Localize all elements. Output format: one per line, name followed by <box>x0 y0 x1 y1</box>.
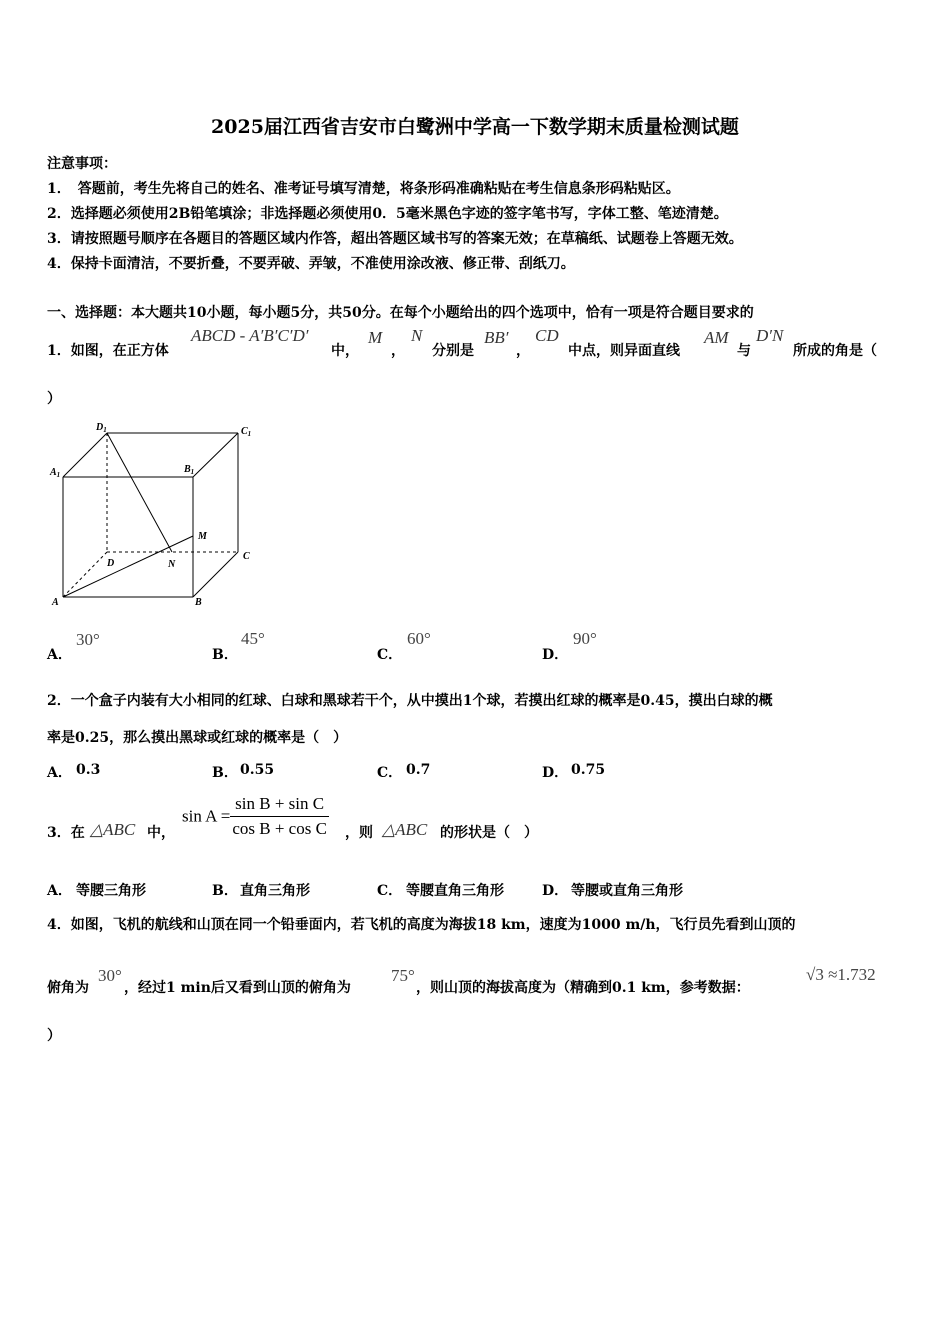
q2-option-c-letter: C． <box>377 765 403 781</box>
q3-option-d-value: 等腰或直角三角形 <box>571 883 683 899</box>
q2-option-a-value: 0.3 <box>76 762 101 778</box>
q2-option-c-value: 0.7 <box>406 762 431 778</box>
label-d1: $D_1$ <box>96 422 107 434</box>
q1-math-DN: D′N <box>756 326 784 345</box>
page-title: 2025届江西省吉安市白鹭洲中学高一下数学期末质量检测试题 <box>211 116 739 138</box>
q3-fraction-numerator: sin B + sin C <box>230 794 329 817</box>
segment-d1-n <box>107 433 172 552</box>
q1-option-c-letter: C． <box>377 647 403 663</box>
q4-text-2: ，经过1 min后又看到山顶的俯角为 <box>124 980 351 996</box>
q3-equation <box>182 794 329 839</box>
q2-line-1: 2．一个盒子内装有大小相同的红球、白球和黑球若干个，从中摸出1个球，若摸出红球的概率是0.45，摸出白球的概 <box>47 693 773 709</box>
q3-option-b-value: 直角三角形 <box>240 883 310 899</box>
q1-math-cube: ABCD - A′B′C′D′ <box>191 326 309 345</box>
q3-text-1: 3．在 <box>47 825 85 841</box>
q2-line-2: 率是0.25，那么摸出黑球或红球的概率是（ ） <box>47 730 348 746</box>
label-a: A <box>52 597 59 608</box>
q1-text-4: ， <box>516 343 530 359</box>
notice-item-2: 2．选择题必须使用2B铅笔填涂；非选择题必须使用0．5毫米黑色字迹的签字笔书写，字体工整、笔迹清楚。 <box>47 206 728 222</box>
q1-math-CD: CD <box>535 326 559 345</box>
label-m: M <box>198 531 207 542</box>
q1-option-b-letter: B． <box>212 647 238 663</box>
q1-text-7: 所成的角是（ <box>793 343 877 359</box>
q1-option-a-letter: A． <box>47 647 72 663</box>
q3-fraction <box>230 794 329 839</box>
q1-option-a-value: 30° <box>76 630 100 649</box>
edge-b1-c1 <box>193 433 238 477</box>
q3-text-3: ，则 <box>345 825 373 841</box>
notice-item-4: 4．保持卡面清洁，不要折叠，不要弄破、弄皱，不准使用涂改液、修正带、刮纸刀。 <box>47 256 575 272</box>
q3-text-4: 的形状是（ ） <box>440 825 538 841</box>
label-d: D <box>107 558 115 569</box>
q1-math-BB: BB′ <box>484 328 509 347</box>
q4-close-paren: ） <box>47 1028 61 1044</box>
q2-option-a-letter: A． <box>47 765 72 781</box>
q1-text-1: 1．如图，在正方体 <box>47 343 169 359</box>
q4-math-30: 30° <box>98 966 122 985</box>
q1-text-3: 分别是 <box>432 343 474 359</box>
q4-text-1: 俯角为 <box>47 980 89 996</box>
q1-comma: ， <box>391 343 405 359</box>
q3-math-triangle: △ABC <box>90 820 136 839</box>
notice-item-3: 3．请按照题号顺序在各题目的答题区域内作答，超出答题区域书写的答案无效；在草稿纸、试题卷上答题无效。 <box>47 231 743 247</box>
edge-a1-d1 <box>63 433 107 477</box>
q3-option-b-letter: B． <box>212 883 238 899</box>
q1-cube-figure <box>40 415 270 615</box>
q2-option-d-value: 0.75 <box>571 762 606 778</box>
q1-option-d-letter: D． <box>542 647 569 663</box>
label-c: C <box>243 551 250 562</box>
q1-text-2: 中， <box>331 343 359 359</box>
q3-fraction-denominator: cos B + cos C <box>232 819 327 838</box>
q1-close-paren: ） <box>47 391 61 407</box>
q3-text-2: 中， <box>147 825 175 841</box>
q2-option-b-letter: B． <box>212 765 238 781</box>
edge-b-c <box>193 552 238 597</box>
hidden-edge-a-d <box>63 552 107 597</box>
q3-option-d-letter: D． <box>542 883 569 899</box>
q3-option-c-value: 等腰直角三角形 <box>406 883 504 899</box>
label-a1: $A_1$ <box>50 467 61 479</box>
q4-math-75: 75° <box>391 966 415 985</box>
q1-option-c-value: 60° <box>407 629 431 648</box>
notice-heading: 注意事项： <box>47 156 117 172</box>
q1-math-AM: AM <box>704 328 729 347</box>
q3-option-c-letter: C． <box>377 883 403 899</box>
q1-math-N: N <box>411 326 423 345</box>
q1-text-6: 与 <box>737 343 751 359</box>
label-c1: $C_1$ <box>241 426 252 438</box>
q1-option-d-value: 90° <box>573 629 597 648</box>
q1-option-b-value: 45° <box>241 629 265 648</box>
q2-option-b-value: 0.55 <box>240 762 275 778</box>
q3-option-a-value: 等腰三角形 <box>76 883 146 899</box>
q2-option-d-letter: D． <box>542 765 569 781</box>
label-n: N <box>168 559 176 570</box>
section-1-heading: 一、选择题：本大题共10小题，每小题5分，共50分。在每个小题给出的四个选项中，恰有一项是符合题目要求的 <box>47 305 754 321</box>
q3-math-triangle-2: △ABC <box>382 820 428 839</box>
q3-option-a-letter: A． <box>47 883 72 899</box>
q1-math-M: M <box>368 328 383 347</box>
q1-text-5: 中点，则异面直线 <box>568 343 680 359</box>
label-b: B <box>195 597 202 608</box>
notice-item-1: 1． 答题前，考生先将自己的姓名、准考证号填写清楚，将条形码准确粘贴在考生信息条形码粘贴区。 <box>47 181 680 197</box>
label-b1: $B_1$ <box>184 464 195 476</box>
q4-text-3: ，则山顶的海拔高度为（精确到0.1 km，参考数据： <box>416 980 750 996</box>
q4-line-1: 4．如图，飞机的航线和山顶在同一个铅垂面内，若飞机的高度为海拔18 km，速度为1000 m/h，飞行员先看到山顶的 <box>47 917 796 933</box>
q3-equation-lhs: sin A = <box>182 806 231 826</box>
q4-math-sqrt3: √3 ≈1.732 <box>806 965 876 984</box>
